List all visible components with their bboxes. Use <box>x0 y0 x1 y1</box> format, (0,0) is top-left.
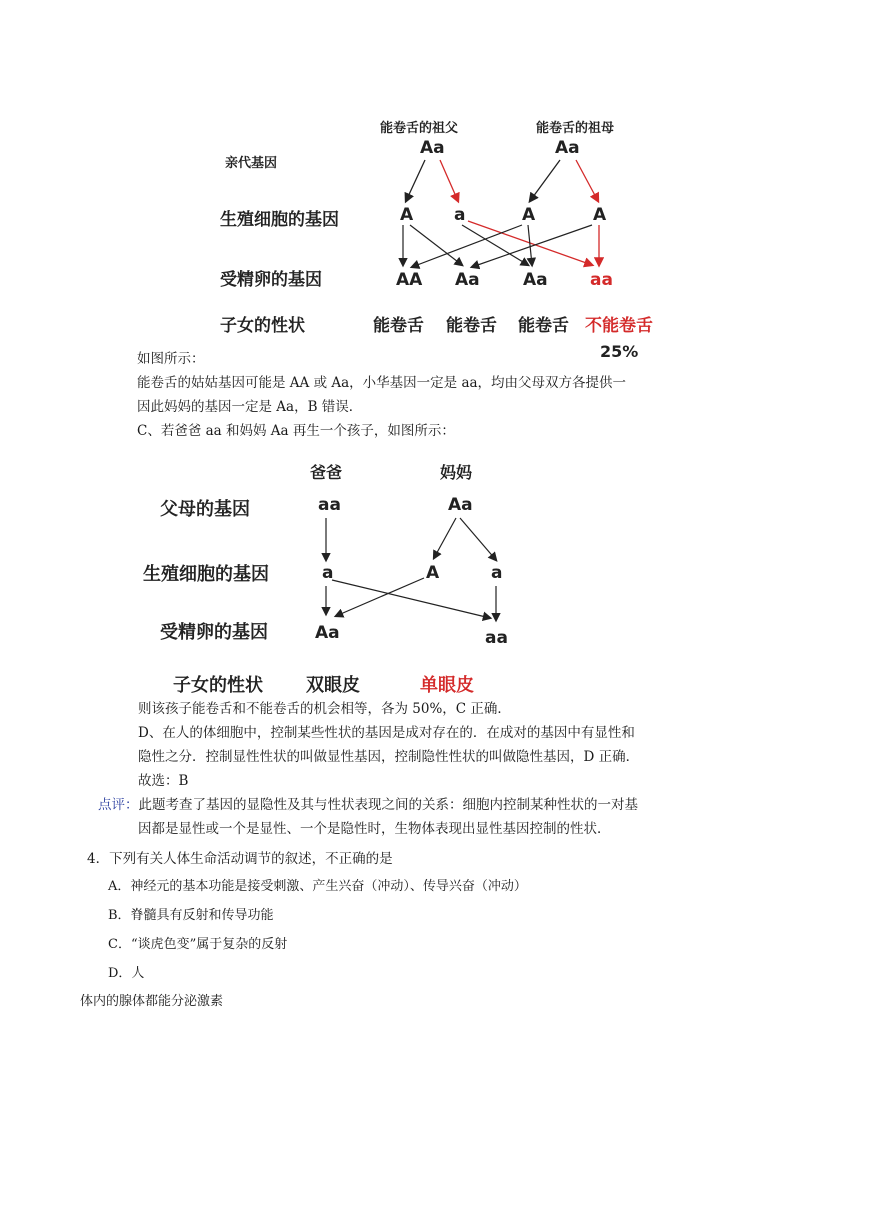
arrow-mom-A <box>434 518 456 558</box>
grandmother-label: 能卷舌的祖母 <box>536 121 615 136</box>
gamete-1: A <box>400 205 414 225</box>
question4-option-d: D．人 <box>108 966 145 981</box>
gamete-3: A <box>522 205 536 225</box>
zygote-1: AA <box>396 270 423 290</box>
option-d-line1: D、在人的体细胞中，控制某些性状的基因是成对存在的．在成对的基因中有显性和 <box>138 725 635 741</box>
arrow-g3-z3 <box>528 225 532 265</box>
arrow-gm-A1 <box>530 160 560 201</box>
inheritance-diagram-tongue-rolling <box>200 105 680 365</box>
option-b-explanation-line2: 因此妈妈的基因一定是 Aa，B 错误． <box>137 399 363 415</box>
arrow-g1-z2 <box>410 225 462 265</box>
comment-line1: 此题考查了基因的显隐性及其与性状表现之间的关系：细胞内控制某种性状的一对基 <box>138 797 638 813</box>
dad-gamete: a <box>322 563 334 583</box>
zygote-3: Aa <box>523 270 548 290</box>
row-traits: 子女的性状 <box>220 316 305 336</box>
row-germ-cells-2: 生殖细胞的基因 <box>143 564 269 585</box>
comment-line2: 因都是显性或一个是显性、一个是隐性时，生物体表现出显性基因控制的性状． <box>138 821 611 837</box>
arrow-mom-a <box>460 518 496 560</box>
dad-genotype: aa <box>318 495 341 515</box>
question4-stem: 4．下列有关人体生命活动调节的叙述，不正确的是 <box>87 851 393 867</box>
mom-genotype: Aa <box>448 495 473 515</box>
arrow-g3-z1 <box>412 225 522 267</box>
zygote-aa: aa <box>485 628 508 648</box>
option-c-intro: C、若爸爸 aa 和妈妈 Aa 再生一个孩子，如图所示： <box>137 423 455 439</box>
grandfather-genotype: Aa <box>420 138 445 158</box>
row-parent-genes: 亲代基因 <box>225 156 278 171</box>
mom-gamete-A: A <box>426 563 440 583</box>
gamete-2: a <box>454 205 466 225</box>
row-parent-genes-2: 父母的基因 <box>160 499 250 520</box>
mom-gamete-a: a <box>491 563 503 583</box>
question4-option-d-continued: 体内的腺体都能分泌激素 <box>80 994 224 1009</box>
inheritance-diagram-eyelid <box>138 448 538 703</box>
trait-2: 能卷舌 <box>446 316 497 336</box>
zygote-2: Aa <box>455 270 480 290</box>
question4-option-a: A．神经元的基本功能是接受刺激、产生兴奋（冲动）、传导兴奋（冲动） <box>108 879 527 894</box>
trait-double-eyelid: 双眼皮 <box>306 675 360 696</box>
option-d-line2: 隐性之分．控制显性性状的叫做显性基因，控制隐性性状的叫做隐性基因，D 正确． <box>138 749 640 765</box>
trait-3: 能卷舌 <box>518 316 569 336</box>
option-b-explanation-line1: 能卷舌的姑姑基因可能是 AA 或 Aa，小华基因一定是 aa，均由父母双方各提供一 <box>137 375 627 391</box>
arrow-a-aa <box>332 580 490 618</box>
question4-option-b: B．脊髓具有反射和传导功能 <box>108 908 274 923</box>
option-c-result: 则该孩子能卷舌和不能卷舌的机会相等，各为 50%，C 正确． <box>138 701 511 717</box>
row-germ-cells: 生殖细胞的基因 <box>220 210 339 230</box>
answer-text: 故选：B <box>138 773 189 789</box>
row-zygote-2: 受精卵的基因 <box>160 622 268 643</box>
percent-label: 25% <box>600 342 639 361</box>
arrow-gf-a <box>440 160 458 201</box>
arrow-gf-A <box>406 160 425 201</box>
comment-label: 点评： <box>98 797 139 813</box>
mom-label: 妈妈 <box>440 463 473 482</box>
trait-4: 不能卷舌 <box>585 316 653 336</box>
gamete-4: A <box>593 205 607 225</box>
grandfather-label: 能卷舌的祖父 <box>380 121 459 136</box>
trait-1: 能卷舌 <box>373 316 424 336</box>
row-zygote: 受精卵的基因 <box>220 270 322 290</box>
as-shown-text: 如图所示： <box>137 351 205 367</box>
arrow-gm-A2 <box>576 160 598 201</box>
zygote-4: aa <box>590 270 613 290</box>
row-traits-2: 子女的性状 <box>173 675 263 696</box>
question4-option-c: C．“谈虎色变”属于复杂的反射 <box>108 937 288 952</box>
dad-label: 爸爸 <box>310 463 343 482</box>
zygote-Aa: Aa <box>315 623 340 643</box>
comment-block <box>98 796 638 814</box>
trait-single-eyelid: 单眼皮 <box>420 675 474 696</box>
grandmother-genotype: Aa <box>555 138 580 158</box>
